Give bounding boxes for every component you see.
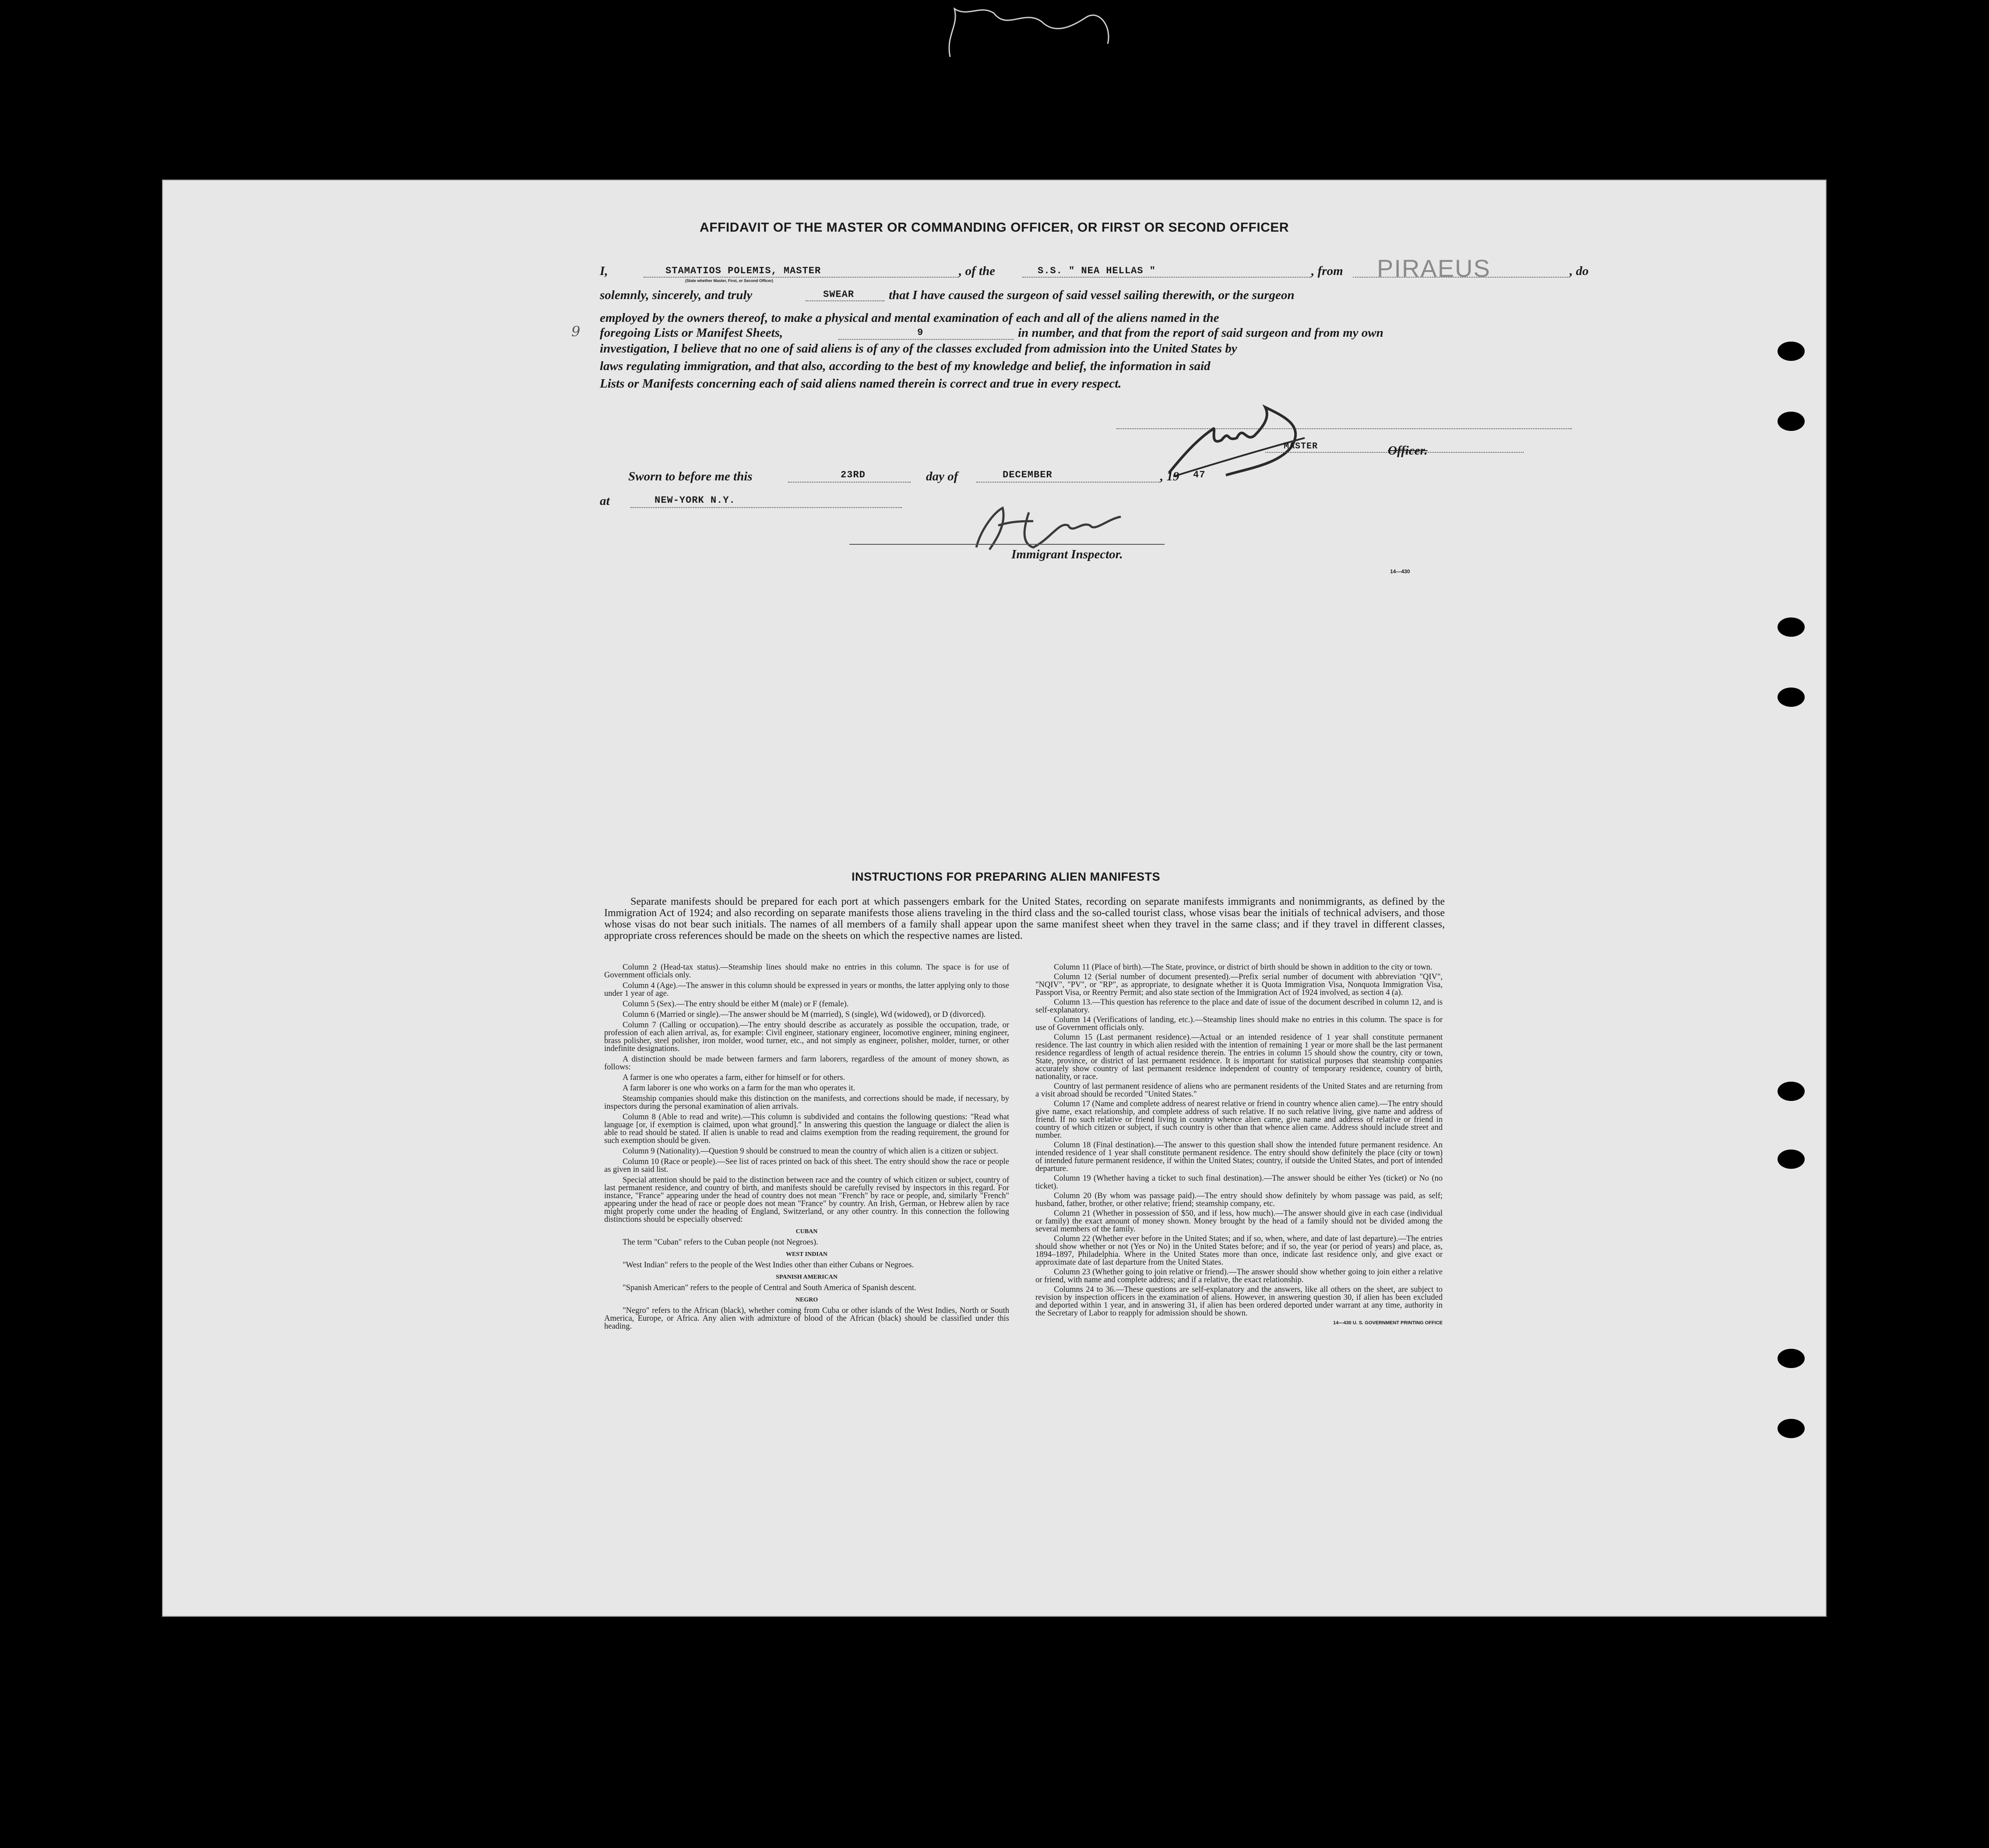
footer-imprint: 14—430 U. S. GOVERNMENT PRINTING OFFICE [1333,1320,1443,1326]
west-indian-text: "West Indian" refers to the people of the West Indies other than either Cubans or Negroes. [623,1261,914,1270]
year-prefix: , 19 [1160,469,1179,483]
left-paragraph: A farmer is one who operates a farm, either for himself or for others. [623,1073,845,1082]
instructions-left-column [604,963,1009,1330]
affidavit-title: AFFIDAVIT OF THE MASTER OR COMMANDING OFFICER, OR FIRST OR SECOND OFFICER [700,220,1289,235]
binder-hole [1778,688,1805,707]
affidavit-line4-start: foregoing Lists or Manifest Sheets, [600,326,783,340]
right-paragraph: Column 21 (Whether in possession of $50, and if less, how much).—The answer should give in each case (individual or family) the exact amount of money shown. Money brought by the head of a family should not be divided among the several members of the family. [1035,1209,1443,1234]
left-paragraph: Column 2 (Head-tax status).—Steamship lines should make no entries in this column. The space is for use of Government officials only. [604,963,1009,980]
cuban-text: The term "Cuban" refers to the Cuban people (not Negroes). [623,1238,818,1247]
right-paragraph: Country of last permanent residence of aliens who are permanent residents of the United States and are returning from a visit abroad should be recorded "United States." [1035,1082,1443,1099]
right-paragraph: Column 17 (Name and complete address of nearest relative or friend in country whence alien came).—The entry should give name, exact relationship, and complete address of such relative. If no such relative living, give name and address of friend. If no such relative or friend living in country whence alien came, give name and address of relative or friend in country of which citizen or subject, if such country is other than that whence alien came. Address should include street and number. [1035,1100,1443,1140]
left-paragraph: Column 4 (Age).—The answer in this column should be expressed in years or months, the latter applying only to those under 1 year of age. [604,981,1009,998]
right-paragraph: Column 13.—This question has reference to the place and date of issue of the document described in column 12, and is self-explanatory. [1035,998,1443,1015]
left-paragraph: Column 5 (Sex).—The entry should be either M (male) or F (female). [623,1000,849,1009]
inspector-line [849,544,1165,545]
sheets-count-line [838,339,1014,340]
affidavit-from: , from [1311,264,1343,278]
left-paragraph: Special attention should be paid to the distinction between race and the country of which citizen or subject, country of last permanent residence, and country of birth, and manifests should be carefully revised by inspectors in this regard. For instance, "France" appearing under the head of country does not mean "French" by race or people, and, similarly "French" appearing under the head of race or people does not mean "France" by country. An Irish, German, or Hebrew alien by race might properly come under the heading of England, Switzerland, or any other country. In this connection the following distinctions should be especially observed: [604,1176,1009,1224]
sworn-start: Sworn to before me this [628,469,753,483]
binder-hole [1778,1150,1805,1169]
master-name-line [644,277,959,278]
affidavit-do: , do [1570,264,1589,278]
left-paragraph: Column 8 (Able to read and write).—This column is subdivided and contains the following questions: "Read what language [or, if exemption is claimed, upon what ground]." In answering this question the language or dialect the alien is able to read should be stated. If alien is unable to read and claims exemption from the reading requirement, the ground for such exemption should be given. [604,1113,1009,1145]
affidavit-line3: employed by the owners thereof, to make a physical and mental examination of each and all of the aliens named in the [600,311,1219,325]
left-paragraph: A farm laborer is one who works on a farm for the man who operates it. [623,1084,855,1093]
right-paragraph: Columns 24 to 36.—These questions are self-explanatory and the answers, like all others on the sheet, are subject to revision by inspection officers in the examination of aliens. However, in answering question 30, if alien has been excluded and deported within 1 year, and in answering 31, if alien has been ordered deported under warrant at any time, authority in the Secretary of Labor to reapply for admission should be shown. [1035,1285,1443,1318]
state-hint: (State whether Master, First, or Second Officer) [685,279,774,283]
day-of-label: day of [926,469,958,483]
affidavit-line2-end: that I have caused the surgeon of said vessel sailing therewith, or the surgeon [889,288,1295,302]
inspector-signature [963,495,1147,556]
oath-line [806,300,884,301]
binder-hole [1778,412,1805,431]
right-paragraph: Column 18 (Final destination).—The answer to this question shall show the intended future permanent residence. An intended residence of 1 year shall constitute permanent residence. The entry should show definitely the place (city or town) of intended future permanent residence, if within the United States; country, if outside the United States, and port of intended departure. [1035,1141,1443,1173]
right-paragraph: Column 19 (Whether having a ticket to such final destination).—The answer should be either Yes (ticket) or No (no ticket). [1035,1174,1443,1191]
cuban-heading: CUBAN [796,1228,818,1235]
year-field: 47 [1193,469,1206,480]
left-paragraph: Steamship companies should make this distinction on the manifests, and corrections should be made, if necessary, by inspectors during the personal examination of alien arrivals. [604,1094,1009,1111]
sheets-count-field: 9 [917,327,924,338]
at-label: at [600,494,610,508]
oath-field: SWEAR [823,289,855,300]
affidavit-line6: laws regulating immigration, and that also, according to the best of my knowledge and belief, the information in said [600,359,1211,373]
officer-label: Officer. [1388,444,1428,458]
intro-paragraph: Separate manifests should be prepared for each port at which passengers embark for the United States, recording on separate manifests immigrants and nonimmigrants, as defined by the Immigration Act of 1924; and also recording on separate manifests those aliens traveling in the third class and the so-called tourist class, whose visas bear the initials of technical advisers, and those whose visas do not bear such initials. The names of all members of a family shall appear upon the same manifest sheet when they travel in the same class; and if they travel in different classes, appropriate cross references should be made on the sheets on which the respective names are listed. [604,896,1445,942]
left-paragraph: Column 9 (Nationality).—Question 9 should be construed to mean the country of which alien is a citizen or subject. [623,1147,999,1156]
sworn-day-line [788,482,911,483]
instructions-right-column [1035,963,1443,1327]
sworn-day-field: 23RD [841,469,866,480]
binder-hole [1778,342,1805,361]
sworn-month-line [976,482,1160,483]
affidavit-line7: Lists or Manifests concerning each of said aliens named therein is correct and true in every respect. [600,377,1122,391]
spanish-american-heading: SPANISH AMERICAN [776,1274,838,1280]
right-paragraph: Column 11 (Place of birth).—The State, province, or district of birth should be shown in addition to the city or town. [1054,963,1433,972]
affidavit-line4-end: in number, and that from the report of said surgeon and from my own [1018,326,1383,340]
master-name-field: STAMATIOS POLEMIS, MASTER [665,265,821,276]
negro-text: "Negro" refers to the African (black), whether coming from Cuba or other islands of the West Indies, North or South America, Europe, or Africa. Any alien with admixture of blood of the African (black) should be classified under this heading. [604,1306,1009,1331]
binder-hole [1778,617,1805,637]
sworn-place-line [630,507,902,508]
right-paragraph: Column 14 (Verifications of landing, etc.).—Steamship lines should make no entries in this column. The space is for use of Government officials only. [1035,1016,1443,1032]
affidavit-line5: investigation, I believe that no one of said aliens is of any of the classes excluded from admission into the United States by [600,342,1237,356]
spanish-american-text: "Spanish American" refers to the people of Central and South America of Spanish descent. [623,1284,916,1292]
binder-hole [1778,1082,1805,1101]
left-paragraph: Column 7 (Calling or occupation).—The entry should describe as accurately as possible the occupation, trade, or profession of each alien arrival, as, for example: Civil engineer, stationary engineer, locomotive engineer, mining engineer, brass polisher, steel polisher, iron molder, wood turner, etc., and not simply as engineer, polisher, molder, turner, or other indefinite designations. [604,1021,1009,1053]
right-paragraph: Column 20 (By whom was passage paid).—The entry should show definitely by whom passage was paid, as self; husband, father, brother, or other relative; friend; steamship company, etc. [1035,1192,1443,1208]
sworn-place-field: NEW-YORK N.Y. [655,495,736,506]
west-indian-heading: WEST INDIAN [785,1251,828,1258]
binder-hole [1778,1419,1805,1438]
vessel-field: S.S. " NEA HELLAS " [1038,265,1156,276]
affidavit-line2-start: solemnly, sincerely, and truly [600,288,753,302]
rank-field: MASTER [1284,441,1318,451]
right-paragraph: Column 23 (Whether going to join relative or friend).—The answer should show whether going to join either a relative or friend, with name and complete address; and if a relative, the exact relationship. [1035,1268,1443,1284]
inspector-label: Immigrant Inspector. [1011,547,1123,561]
vessel-line [1022,277,1311,278]
right-paragraph: Column 15 (Last permanent residence).—Actual or an intended residence of 1 year shall constitute permanent residence. The last country in which alien resided with the intention of remaining 1 year or more shall be the last permanent residence regardless of length of actual residence therein. The entries in column 15 should show the country, city or town, State, province, or district of last permanent residence. It is important for statistical purposes that steamship companies accurately show country of last permanent residence independent of country of temporary residence, country of birth, nationality, or race. [1035,1033,1443,1081]
negro-heading: NEGRO [795,1297,818,1303]
left-paragraph: Column 6 (Married or single).—The answer should be M (married), S (single), Wd (widowed), or D (divorced). [623,1010,986,1019]
affidavit-of-the: , of the [959,264,995,278]
right-paragraph: Column 12 (Serial number of document presented).—Prefix serial number of document with abbreviation "QIV", "NQIV", "PV", or "RP", as appropriate, to designate whether it is Quota Immigration Visa, Nonquota Immigration Visa, Passport Visa, or Reentry Permit; and also state section of the Immigration Act of 1924 involved, as section 4 (a). [1035,973,1443,997]
manifest-sheet [162,180,1827,1617]
right-paragraph: Column 22 (Whether ever before in the United States; and if so, when, where, and date of last departure).—The entries should show whether or not (Yes or No) in the United States before; and if so, the year (or period of years) and place, as, 1894–1897, Philadelphia. Where in the United States more than once, indicate last residence only, and give exact or approximate date of last departure from the United States. [1035,1234,1443,1267]
instructions-title: INSTRUCTIONS FOR PREPARING ALIEN MANIFESTS [852,870,1161,883]
thread-artifact [941,0,1125,66]
margin-note: 9 [571,323,581,340]
left-paragraph: A distinction should be made between farmers and farm laborers, regardless of the amount of money shown, as follows: [604,1055,1009,1072]
binder-hole [1778,1349,1805,1368]
form-number-top: 14—430 [1390,568,1410,575]
affidavit-i: I, [600,264,608,278]
sworn-month-field: DECEMBER [1003,469,1053,480]
instructions-intro [604,896,1445,942]
port-stamp: PIRAEUS [1377,254,1491,282]
left-paragraph: Column 10 (Race or people).—See list of races printed on back of this sheet. The entry should show the race or people as given in said list. [604,1157,1009,1174]
